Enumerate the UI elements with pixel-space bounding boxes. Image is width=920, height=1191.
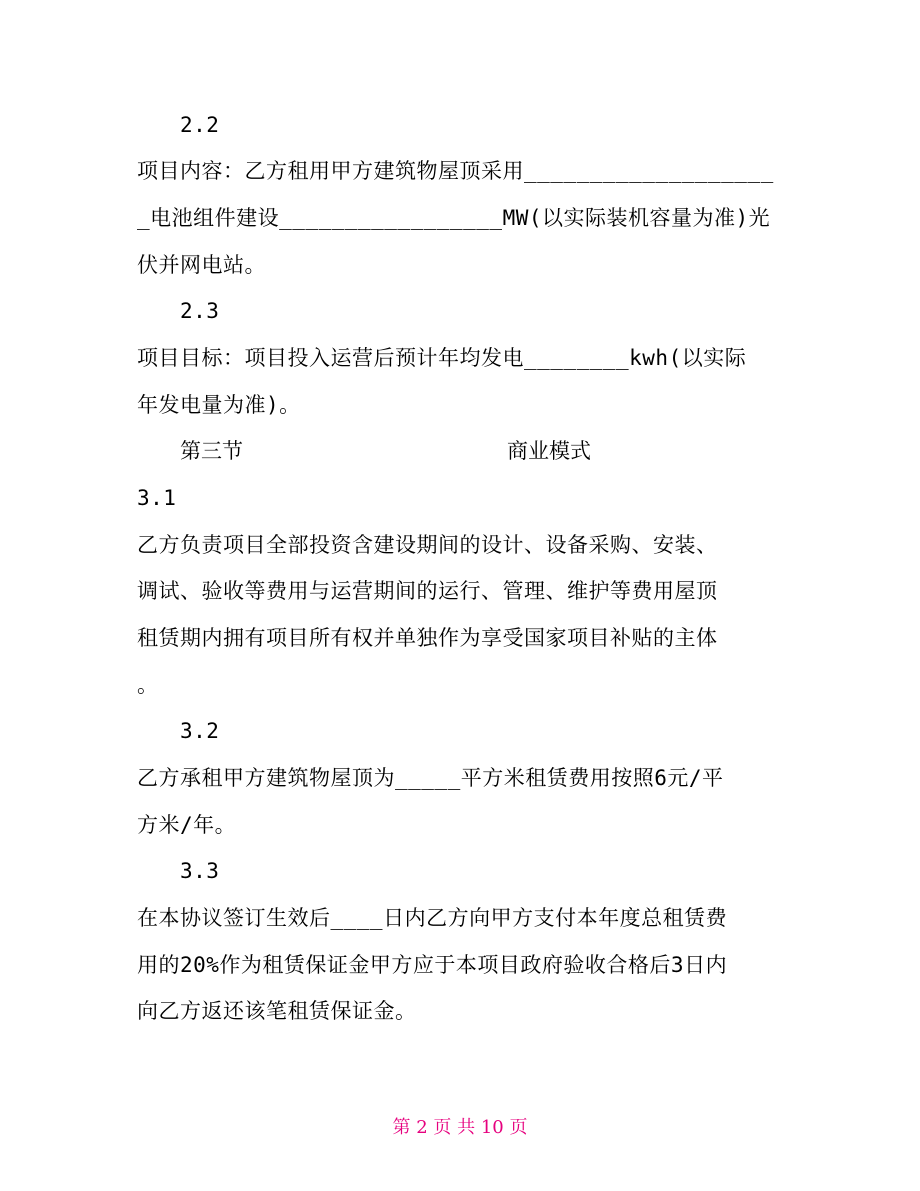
clause-2-3-line-1: 项目目标：项目投入运营后预计年均发电________kwh(以实际 bbox=[137, 346, 747, 370]
clause-2-2-line-1: 项目内容：乙方租用甲方建筑物屋顶采用___________________ bbox=[137, 159, 774, 183]
clause-number-3-1: 3.1 bbox=[137, 486, 177, 510]
clause-3-1-line-2: 调试、验收等费用与运营期间的运行、管理、维护等费用屋顶 bbox=[137, 579, 718, 603]
clause-3-1-line-3: 租赁期内拥有项目所有权并单独作为享受国家项目补贴的主体 bbox=[137, 626, 718, 650]
clause-3-2-line-2: 方米/年。 bbox=[137, 813, 237, 837]
clause-2-2-line-2: _电池组件建设_________________MW(以实际装机容量为准)光 bbox=[137, 206, 771, 230]
section-title: 商业模式 bbox=[507, 439, 591, 463]
clause-3-3-line-1: 在本协议签订生效后____日内乙方向甲方支付本年度总租赁费 bbox=[137, 906, 728, 930]
clause-number-3-2: 3.2 bbox=[180, 719, 220, 743]
clause-2-2-line-3: 伏并网电站。 bbox=[137, 253, 266, 277]
clause-3-3-line-2: 用的20%作为租赁保证金甲方应于本项目政府验收合格后3日内 bbox=[137, 953, 728, 977]
clause-3-1-line-4: 。 bbox=[137, 673, 159, 697]
clause-number-3-3: 3.3 bbox=[180, 859, 220, 883]
clause-3-2-line-1: 乙方承租甲方建筑物屋顶为_____平方米租赁费用按照6元/平 bbox=[137, 766, 724, 790]
clause-number-2-3: 2.3 bbox=[180, 299, 220, 323]
clause-2-3-line-2: 年发电量为准)。 bbox=[137, 393, 301, 417]
section-number: 第三节 bbox=[180, 439, 243, 463]
clause-3-1-line-1: 乙方负责项目全部投资含建设期间的设计、设备采购、安装、 bbox=[137, 533, 718, 557]
clause-3-3-line-3: 向乙方返还该笔租赁保证金。 bbox=[137, 999, 417, 1023]
clause-number-2-2: 2.2 bbox=[180, 113, 220, 137]
page-footer: 第 2 页 共 10 页 bbox=[392, 1117, 528, 1138]
